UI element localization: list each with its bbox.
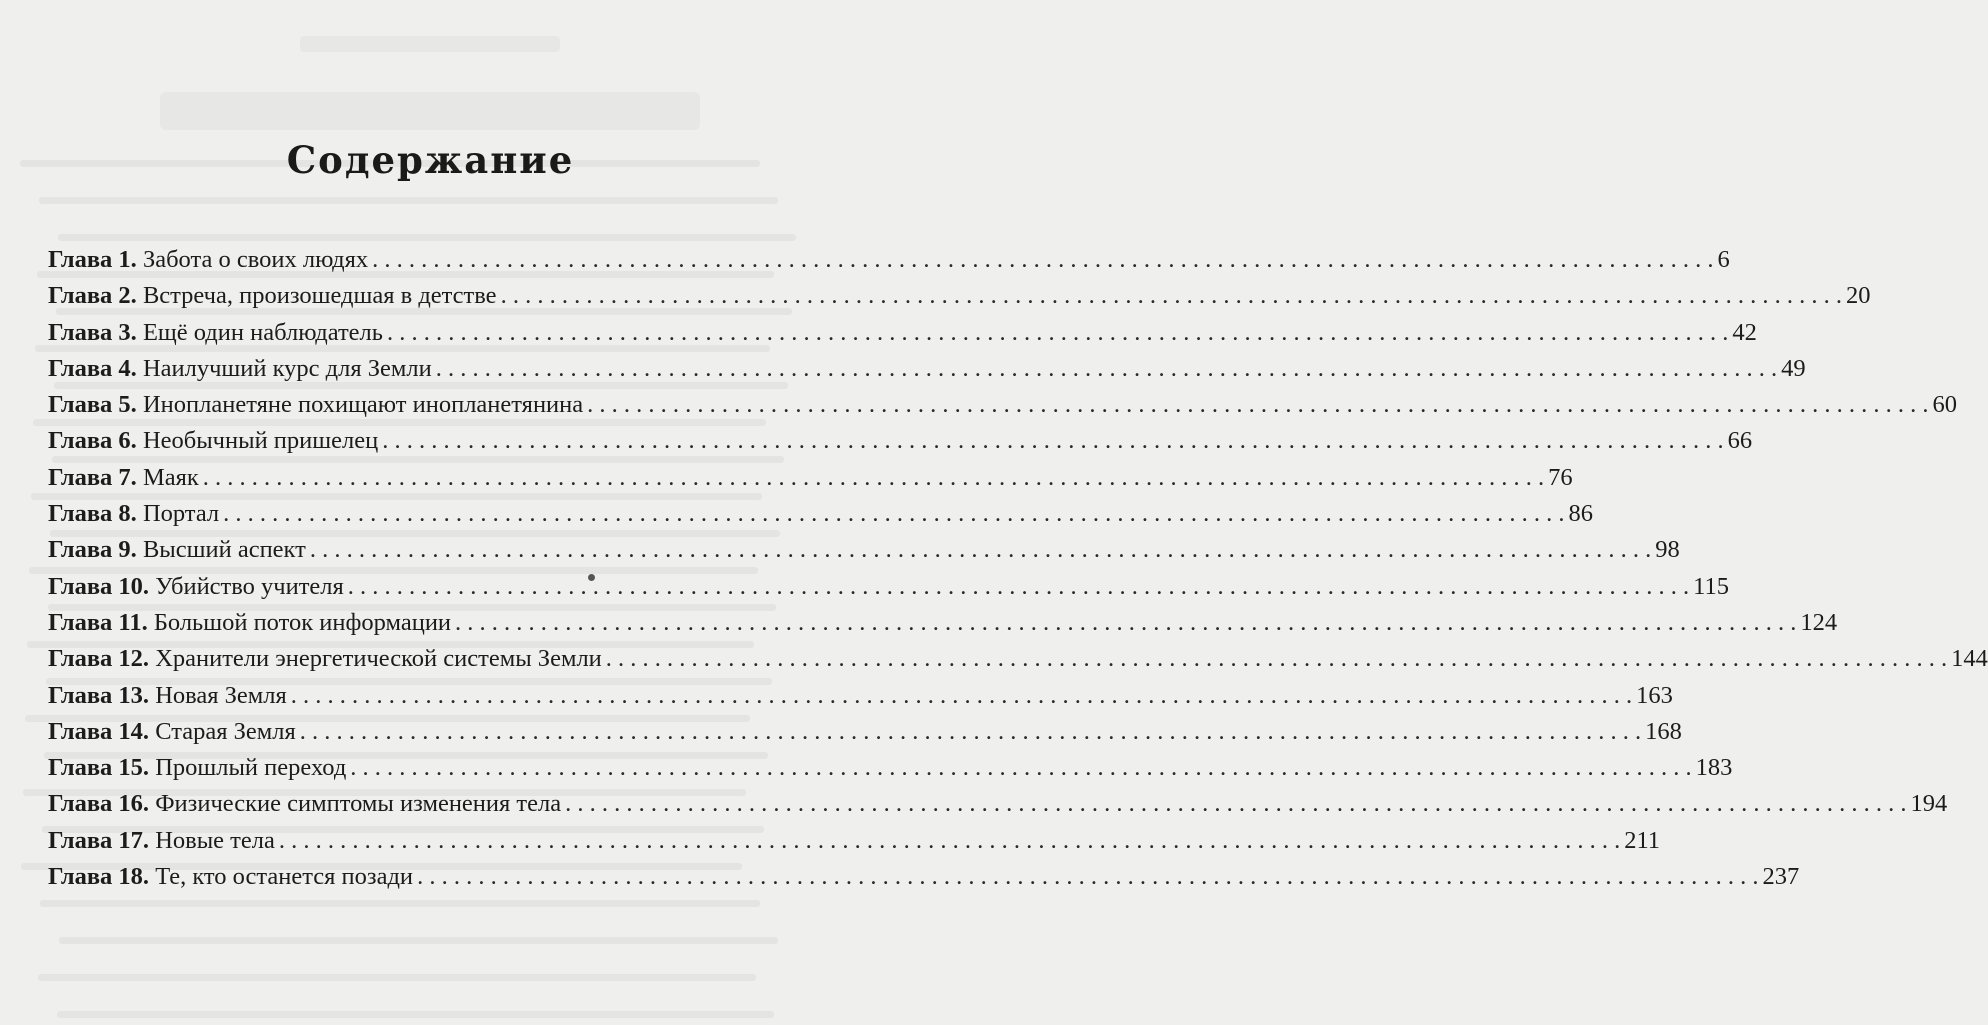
dot-leader: [291, 682, 1632, 710]
page-number: 115: [1693, 572, 1730, 600]
toc-entry: [48, 318, 1757, 355]
chapter-label: Глава 8.: [48, 500, 143, 528]
dot-leader: [587, 391, 1928, 419]
chapter-label: Глава 2.: [48, 282, 143, 310]
chapter-label: Глава 5.: [48, 391, 143, 419]
dot-leader: [279, 827, 1620, 855]
dot-leader: [606, 645, 1947, 673]
chapter-title: Хранители энергетической системы Земли: [155, 645, 602, 673]
chapter-title: Необычный пришелец: [142, 427, 379, 455]
chapter-title: Маяк: [142, 463, 199, 491]
page-number: 86: [1568, 500, 1594, 528]
chapter-label: Глава 6.: [48, 427, 143, 455]
chapter-title: Наилучший курс для Земли: [142, 354, 432, 382]
chapter-title: Прошлый переход: [155, 754, 347, 782]
page-number: 49: [1781, 354, 1806, 382]
dot-leader: [501, 282, 1842, 310]
dot-leader: [203, 464, 1544, 492]
toc-entry: [48, 826, 1661, 863]
dot-leader: [300, 718, 1641, 746]
toc-entry: [48, 354, 1806, 391]
ink-spot: [588, 574, 595, 581]
page-number: 194: [1910, 790, 1948, 818]
page-title: Содержание: [286, 138, 575, 182]
toc-entry: [48, 717, 1682, 754]
page-number: 76: [1548, 463, 1573, 491]
toc-entry: [48, 500, 1594, 536]
page-number: 144: [1951, 645, 1988, 673]
chapter-title: Инопланетяне похищают инопланетянина: [142, 391, 584, 419]
chapter-title: Те, кто останется позади: [155, 863, 414, 891]
toc-entry: [48, 790, 1948, 826]
chapter-title: Большой поток информации: [153, 608, 452, 636]
chapter-label: Глава 12.: [48, 645, 156, 673]
dot-leader: [350, 754, 1691, 782]
page-number: 60: [1932, 391, 1958, 419]
chapter-title: Высший аспект: [142, 536, 306, 564]
chapter-label: Глава 3.: [48, 318, 143, 346]
page-number: 66: [1727, 427, 1753, 455]
dot-leader: [417, 863, 1758, 891]
chapter-title: Новые тела: [155, 826, 275, 854]
toc-entry: [48, 754, 1733, 790]
chapter-label: Глава 9.: [48, 536, 143, 564]
chapter-title: Портал: [142, 500, 220, 528]
page-number: 6: [1717, 246, 1730, 273]
chapter-title: Старая Земля: [155, 717, 296, 745]
chapter-label: Глава 18.: [48, 863, 156, 891]
page-number: 42: [1732, 318, 1757, 346]
dot-leader: [436, 355, 1777, 383]
chapter-label: Глава 7.: [48, 463, 143, 491]
dot-leader: [348, 573, 1689, 601]
toc-entry: [48, 863, 1800, 899]
dot-leader: [223, 500, 1564, 528]
dot-leader: [565, 790, 1906, 818]
page-number: 168: [1645, 717, 1682, 745]
toc-entry: [48, 681, 1673, 718]
chapter-label: Глава 16.: [48, 790, 156, 818]
chapter-label: Глава 15.: [48, 754, 156, 782]
toc-entry: [48, 572, 1730, 609]
chapter-label: Глава 11.: [48, 608, 154, 636]
chapter-label: Глава 1.: [48, 246, 143, 273]
page-number: 237: [1762, 863, 1800, 891]
toc-entry: [48, 427, 1753, 463]
chapter-title: Физические симптомы изменения тела: [155, 790, 562, 818]
page-number: 163: [1636, 681, 1673, 709]
page-number: 20: [1845, 282, 1871, 310]
page-number: 98: [1655, 536, 1680, 564]
toc-entry: [48, 246, 1730, 282]
chapter-title: Новая Земля: [155, 681, 287, 709]
chapter-label: Глава 4.: [48, 354, 143, 382]
page-number: 211: [1624, 826, 1661, 854]
chapter-title: Ещё один наблюдатель: [142, 318, 383, 346]
dot-leader: [372, 246, 1713, 274]
dot-leader: [455, 609, 1796, 637]
chapter-label: Глава 13.: [48, 681, 156, 709]
dot-leader: [387, 319, 1728, 347]
chapter-label: Глава 10.: [48, 572, 156, 600]
toc-entry: [48, 282, 1871, 318]
chapter-label: Глава 17.: [48, 826, 156, 854]
table-of-contents: [48, 246, 1988, 899]
chapter-title: Забота о своих людях: [142, 246, 369, 273]
chapter-label: Глава 14.: [48, 717, 156, 745]
dot-leader: [310, 536, 1651, 564]
toc-entry: [48, 645, 1988, 681]
chapter-title: Убийство учителя: [155, 572, 344, 600]
toc-entry: [48, 391, 1958, 427]
toc-entry: [48, 463, 1573, 500]
toc-entry: [48, 536, 1680, 572]
chapter-title: Встреча, произошедшая в детстве: [142, 282, 497, 310]
page-number: 124: [1800, 608, 1838, 636]
page-number: 183: [1695, 754, 1733, 782]
toc-entry: [48, 608, 1838, 645]
dot-leader: [382, 427, 1723, 455]
